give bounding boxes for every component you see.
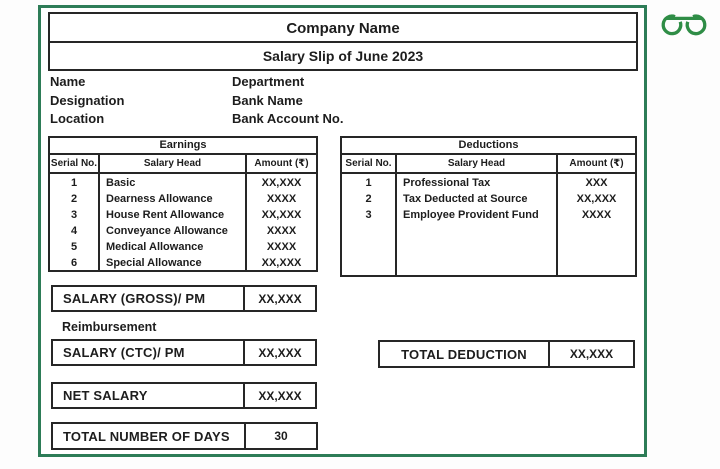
- net-salary-row: [51, 382, 317, 409]
- ctc-salary-row: [51, 339, 317, 366]
- table-cell: House Rent Allowance: [106, 209, 225, 221]
- earnings-col-serial: Serial No.: [50, 155, 100, 172]
- gross-salary-row: [51, 285, 317, 312]
- earnings-table-body: [50, 174, 316, 271]
- deductions-serial-column: [342, 174, 397, 275]
- deductions-table-header: [342, 155, 635, 174]
- gross-salary-label: SALARY (GROSS)/ PM: [53, 287, 245, 310]
- deductions-head-column: [397, 174, 558, 275]
- earnings-table: [48, 136, 318, 272]
- table-cell: Employee Provident Fund: [403, 209, 539, 221]
- total-days-row: [51, 422, 318, 450]
- location-label: Location: [50, 111, 105, 126]
- designation-label: Designation: [50, 93, 125, 108]
- table-cell: 1: [365, 177, 372, 189]
- table-cell: 2: [70, 193, 78, 205]
- total-deduction-row: [378, 340, 635, 368]
- department-label: Department: [232, 74, 305, 89]
- ctc-salary-amount: XX,XXX: [258, 345, 302, 360]
- deductions-table-body: [342, 174, 635, 275]
- bank-account-label: Bank Account No.: [232, 111, 344, 126]
- earnings-head-column: [100, 174, 247, 271]
- table-cell: Tax Deducted at Source: [403, 193, 528, 205]
- deductions-table: [340, 136, 637, 277]
- table-cell: XXXX: [266, 193, 297, 205]
- name-label: Name: [50, 74, 86, 89]
- table-cell: XXX: [585, 177, 608, 189]
- total-deduction-label: TOTAL DEDUCTION: [380, 342, 550, 366]
- table-cell: 3: [365, 209, 372, 221]
- deductions-table-title: Deductions: [342, 138, 635, 155]
- document-header: [48, 12, 638, 71]
- deductions-col-head: Salary Head: [397, 155, 558, 172]
- reimbursement-label: Reimbursement: [62, 320, 157, 334]
- total-days-value: 30: [274, 429, 288, 443]
- ctc-salary-label: SALARY (CTC)/ PM: [53, 341, 245, 364]
- table-cell: XX,XXX: [261, 177, 302, 189]
- table-cell: 2: [365, 193, 372, 205]
- earnings-table-header: [50, 155, 316, 174]
- table-cell: 4: [70, 225, 78, 237]
- total-days-label: TOTAL NUMBER OF DAYS: [53, 424, 246, 448]
- earnings-serial-column: [50, 174, 100, 271]
- salary-slip-title: Salary Slip of June 2023: [262, 48, 424, 64]
- table-cell: Medical Allowance: [106, 241, 204, 253]
- table-cell: 5: [70, 241, 78, 253]
- earnings-col-amount: Amount (₹): [254, 158, 309, 169]
- table-cell: Special Allowance: [106, 257, 202, 269]
- table-cell: XXXX: [266, 241, 297, 253]
- table-cell: XXXX: [266, 225, 297, 237]
- gross-salary-amount: XX,XXX: [258, 291, 302, 306]
- net-salary-amount: XX,XXX: [258, 388, 302, 403]
- table-cell: XX,XXX: [261, 209, 302, 221]
- table-cell: Conveyance Allowance: [106, 225, 228, 237]
- bank-name-label: Bank Name: [232, 93, 303, 108]
- table-cell: XXXX: [581, 209, 612, 221]
- company-name-title: Company Name: [50, 14, 636, 43]
- table-cell: Dearness Allowance: [106, 193, 213, 205]
- table-cell: 3: [70, 209, 78, 221]
- deductions-col-serial: Serial No.: [342, 155, 397, 172]
- net-salary-label: NET SALARY: [53, 384, 245, 407]
- deductions-col-amount: Amount (₹): [569, 158, 624, 169]
- earnings-amount-column: [247, 175, 316, 271]
- geeksforgeeks-logo-icon: [660, 8, 708, 38]
- table-cell: 1: [70, 177, 78, 189]
- earnings-table-title: Earnings: [50, 138, 316, 155]
- table-cell: XX,XXX: [261, 257, 302, 269]
- deductions-amount-column: [558, 175, 635, 275]
- table-cell: 6: [70, 257, 78, 269]
- table-cell: Professional Tax: [403, 177, 491, 189]
- table-cell: XX,XXX: [576, 193, 617, 205]
- earnings-col-head: Salary Head: [100, 155, 247, 172]
- table-cell: Basic: [106, 177, 136, 189]
- total-deduction-amount: XX,XXX: [569, 347, 614, 361]
